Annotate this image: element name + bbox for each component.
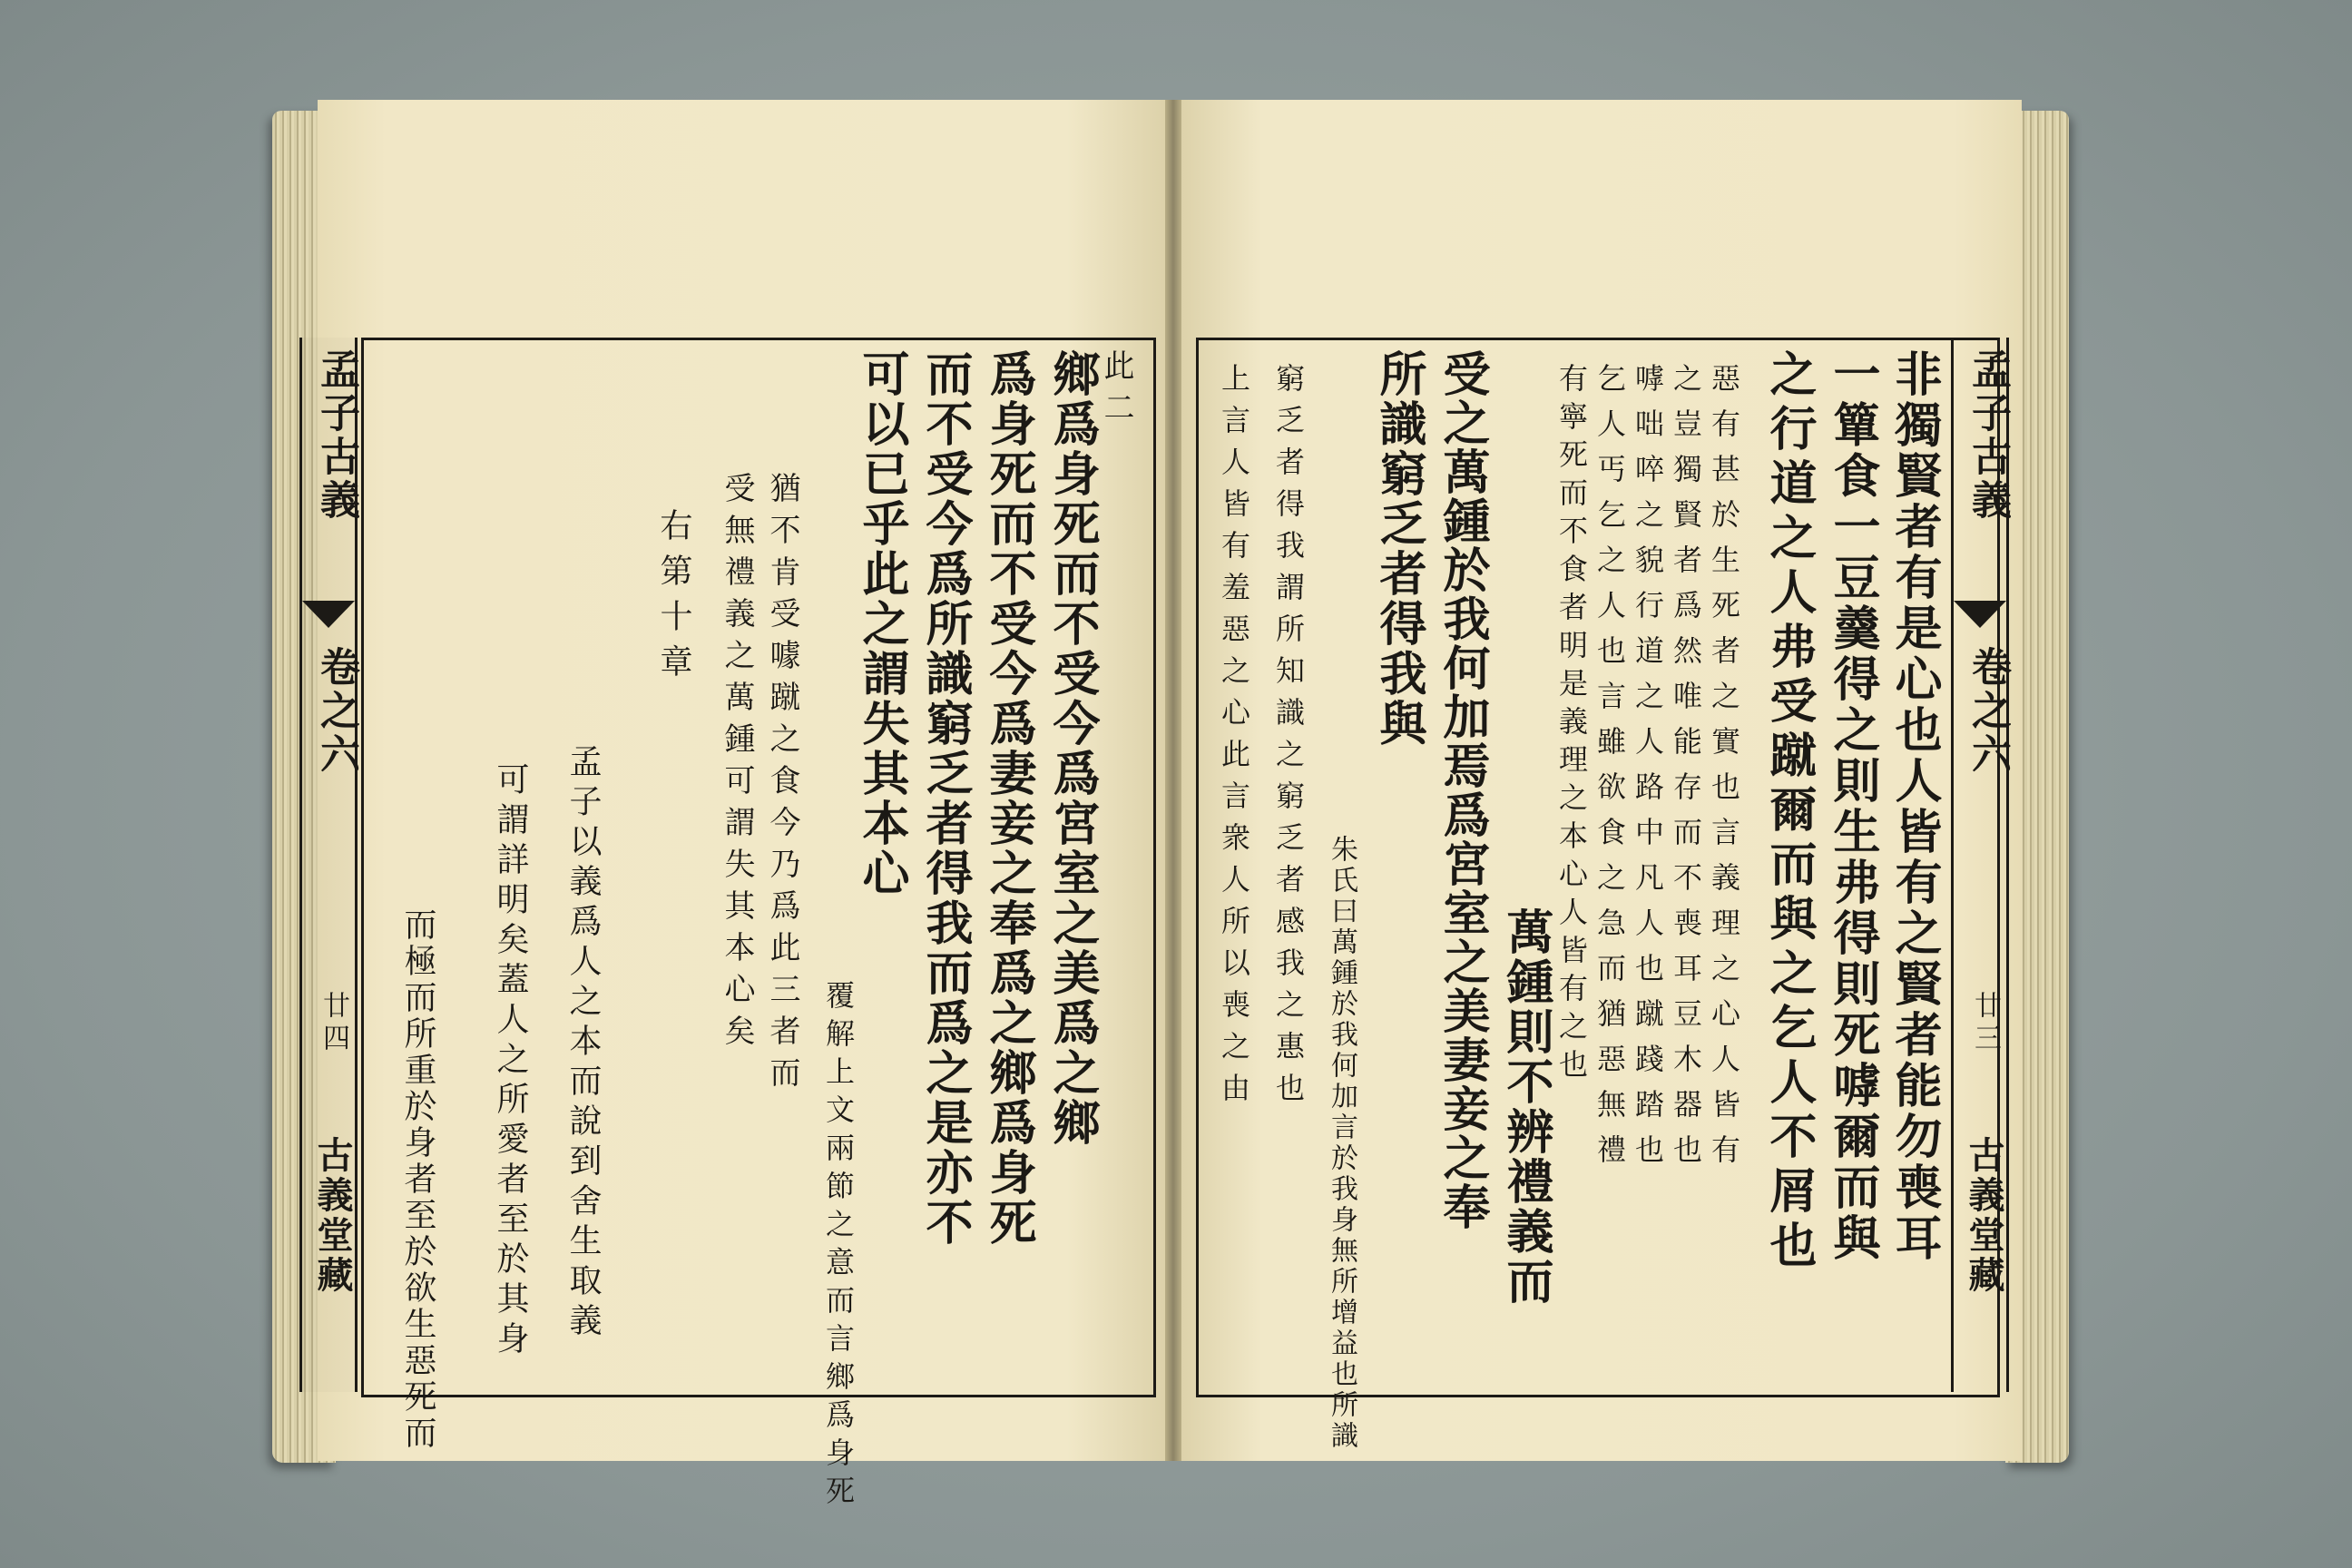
text-column: 乞人丐乞之人也言雖欲食之急而猶惡無禮 <box>1592 363 1627 1180</box>
text-column: 上言人皆有羞惡之心此言衆人所以喪之由 <box>1217 363 1251 1114</box>
chapter-marker: 右第十章 <box>655 508 692 690</box>
text-column: 猶不肯受噱蹴之食今乃爲此三者而 <box>764 472 800 1098</box>
text-column: 而極而所重於身者至於欲生惡死而 <box>399 907 436 1452</box>
banxin-title: 孟子古義 <box>1965 348 2011 523</box>
left-page-frame <box>361 338 1156 1397</box>
text-column: 一簞食一豆羹得之則生弗得則死嘑爾而與 <box>1825 349 1880 1264</box>
text-column: 此二 <box>1098 349 1134 433</box>
banxin-publisher: 古義堂藏 <box>311 1136 354 1296</box>
left-banxin <box>299 338 358 1392</box>
text-column: 可以已乎此之謂失其本心 <box>854 349 909 898</box>
text-column: 朱氏曰萬鍾於我何加言於我身無所增益也所識 <box>1326 835 1357 1452</box>
banxin-volume: 卷之六 <box>313 646 359 777</box>
banxin-folio: 廿四 <box>318 991 349 1056</box>
banxin-volume: 卷之六 <box>1965 646 2011 777</box>
text-column: 窮乏者得我謂所知識之窮乏者感我之惠也 <box>1271 363 1306 1114</box>
text-column: 爲身死而不受今爲妻妾之奉爲之鄉爲身死 <box>981 349 1036 1248</box>
text-column: 覆解上文兩節之意而言鄉爲身死 <box>821 980 856 1514</box>
text-column: 鄉爲身死而不受今爲宮室之美爲之鄉 <box>1044 349 1100 1148</box>
text-column: 受之萬鍾於我何加焉爲宮室之美妻妾之奉 <box>1435 349 1490 1231</box>
text-column: 而不受今爲所識窮乏者得我而爲之是亦不 <box>917 349 973 1248</box>
text-column: 嘑咄啐之貌行道之人路中凡人也蹴踐踏也 <box>1631 363 1665 1180</box>
banxin-title: 孟子古義 <box>313 348 359 523</box>
book-gutter <box>1165 100 1181 1461</box>
banxin-folio: 廿三 <box>1969 991 2001 1056</box>
fish-tail-mark <box>1954 601 2006 628</box>
text-column: 可謂詳明矣蓋人之所愛者至於其身 <box>492 762 529 1361</box>
right-banxin <box>1951 338 2009 1392</box>
text-column: 之豈獨賢者爲然唯能存而不喪耳豆木器也 <box>1669 363 1703 1180</box>
fish-tail-mark <box>302 601 355 628</box>
text-column: 非獨賢者有是心也人皆有之賢者能勿喪耳 <box>1886 349 1942 1264</box>
text-column: 惡有甚於生死者之實也言義理之心人皆有 <box>1707 363 1741 1180</box>
text-column: 之行道之人弗受蹴爾而與之乞人不屑也 <box>1761 349 1817 1275</box>
text-column: 孟子以義爲人之本而說到舍生取義 <box>564 744 602 1343</box>
text-column: 受無禮義之萬鍾可謂失其本心矣 <box>719 472 755 1056</box>
text-column: 萬鍾則不辨禮義而 <box>1498 907 1553 1307</box>
banxin-publisher: 古義堂藏 <box>1963 1136 2005 1296</box>
text-column: 有寧死而不食者明是義理之本心人皆有之也 <box>1554 363 1589 1087</box>
text-column: 所識窮乏者得我與 <box>1371 349 1426 749</box>
